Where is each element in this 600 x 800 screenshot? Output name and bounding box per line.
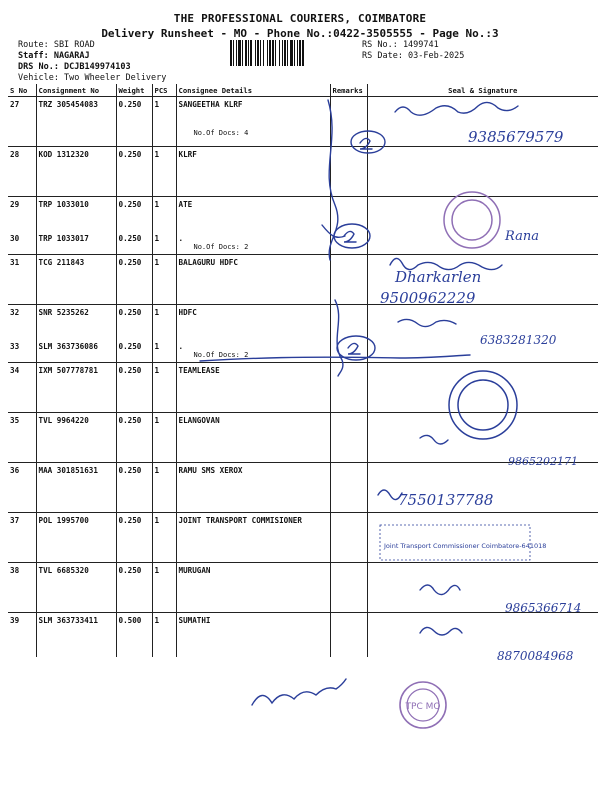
row-sno: 39 (8, 613, 36, 657)
row-signature (367, 97, 598, 147)
consignee-name: . (178, 341, 184, 351)
row-remarks (330, 255, 367, 305)
row-pcs: 1 (152, 147, 176, 197)
col-pcs: PCS (152, 84, 176, 97)
row-consignee: KLRF (176, 147, 330, 197)
runsheet-meta-left (18, 40, 166, 84)
row-pcs: 1 (152, 339, 176, 363)
runsheet-meta-right (362, 40, 464, 62)
row-weight: 0.250 (116, 197, 152, 231)
row-weight: 0.250 (116, 255, 152, 305)
company-title: THE PROFESSIONAL COURIERS, COIMBATORE (173, 12, 427, 25)
col-signature: Seal & Signature (367, 84, 598, 97)
row-consignee: RAMU SMS XEROX (176, 463, 330, 513)
route-label: Route: SBI ROAD (18, 40, 95, 50)
row-consignment: SLM 363736086 (36, 339, 116, 363)
row-consignee: JOINT TRANSPORT COMMISIONER (176, 513, 330, 563)
row-pcs: 1 (152, 97, 176, 147)
row-consignee (176, 339, 330, 363)
row-signature (367, 231, 598, 255)
row-consignee: ELANGOVAN (176, 413, 330, 463)
row-remarks (330, 463, 367, 513)
handwritten-phone: 6383281320 (480, 333, 557, 347)
row-remarks (330, 363, 367, 413)
row-sno: 29 (8, 197, 36, 231)
handwritten-phone: 7550137788 (398, 491, 494, 509)
consignee-name: SANGEETHA KLRF (178, 100, 243, 109)
row-consignee: TEAMLEASE (176, 363, 330, 413)
row-sno: 27 (8, 97, 36, 147)
table-row (8, 255, 598, 305)
row-signature (367, 255, 598, 305)
row-remarks (330, 613, 367, 657)
row-consignment: TVL 9964220 (36, 413, 116, 463)
table-row (8, 463, 598, 513)
consignee-name: . (178, 233, 184, 243)
row-pcs: 1 (152, 413, 176, 463)
tpc-mo-stamp (400, 682, 446, 728)
runsheet-subtitle: Delivery Runsheet - MO - Phone No.:0422-3505555 - Page No.:3 (101, 27, 499, 40)
seal-text: Joint Transport Commissioner Coimbatore-641018 (384, 542, 547, 550)
col-sno: S No (8, 84, 36, 97)
row-sno: 37 (8, 513, 36, 563)
table-row (8, 563, 598, 613)
table-row (8, 513, 598, 563)
col-remarks: Remarks (330, 84, 367, 97)
delivery-table (8, 84, 598, 657)
rs-date: RS Date: 03-Feb-2025 (362, 51, 465, 61)
row-consignment: TRZ 305454083 (36, 97, 116, 147)
row-consignment: SLM 363733411 (36, 613, 116, 657)
row-signature (367, 363, 598, 413)
handwritten-phone: 9500962229 (380, 289, 476, 307)
handwritten-signature: Dharkarlen (395, 268, 482, 286)
drs-barcode (230, 40, 352, 66)
row-weight: 0.250 (116, 513, 152, 563)
row-signature (367, 147, 598, 197)
vehicle-label: Vehicle: Two Wheeler Delivery (18, 73, 167, 83)
barcode-bar (304, 40, 305, 66)
table-row (8, 147, 598, 197)
table-row (8, 97, 598, 147)
row-signature (367, 197, 598, 231)
row-consignment: IXM 507778781 (36, 363, 116, 413)
row-consignment: SNR 5235262 (36, 305, 116, 339)
table-row (8, 197, 598, 231)
table-row (8, 413, 598, 463)
row-weight: 0.250 (116, 231, 152, 255)
row-remarks (330, 231, 367, 255)
row-sno: 35 (8, 413, 36, 463)
row-remarks (330, 97, 367, 147)
row-weight: 0.250 (116, 147, 152, 197)
row-sno: 28 (8, 147, 36, 197)
row-signature (367, 613, 598, 657)
row-consignee (176, 231, 330, 255)
rs-number: RS No.: 1499741 (362, 40, 439, 50)
row-consignee: MURUGAN (176, 563, 330, 613)
table-row (8, 339, 598, 363)
col-weight: Weight (116, 84, 152, 97)
row-sno: 38 (8, 563, 36, 613)
row-signature (367, 513, 598, 563)
row-pcs: 1 (152, 363, 176, 413)
handwritten-phone: 9865202171 (508, 455, 578, 468)
row-remarks (330, 147, 367, 197)
handwritten-phone: 8870084968 (497, 649, 574, 663)
row-sno: 31 (8, 255, 36, 305)
row-weight: 0.250 (116, 339, 152, 363)
row-pcs: 1 (152, 197, 176, 231)
row-consignment: TVL 6685320 (36, 563, 116, 613)
row-sno: 33 (10, 341, 20, 351)
row-consignee (176, 97, 330, 147)
row-weight: 0.250 (116, 413, 152, 463)
row-remarks (330, 563, 367, 613)
row-signature (367, 413, 598, 463)
table-row (8, 363, 598, 413)
row-consignee: ATE (176, 197, 330, 231)
row-pcs: 1 (152, 513, 176, 563)
table-row (8, 231, 598, 255)
handwritten-phone: 9385679579 (468, 128, 564, 146)
row-signature (367, 463, 598, 513)
staff-label: Staff: NAGARAJ (18, 51, 90, 61)
row-remarks (330, 305, 367, 339)
row-weight: 0.250 (116, 363, 152, 413)
row-consignee: SUMATHI (176, 613, 330, 657)
row-consignee: BALAGURU HDFC (176, 255, 330, 305)
row-pcs: 1 (152, 613, 176, 657)
row-pcs: 1 (152, 563, 176, 613)
row-consignment: KOD 1312320 (36, 147, 116, 197)
row-signature (367, 339, 598, 363)
table-row (8, 305, 598, 339)
table-row (8, 613, 598, 657)
drs-label: DRS No.: DCJB149974103 (18, 62, 131, 72)
row-remarks (330, 339, 367, 363)
row-sno: 36 (8, 463, 36, 513)
row-pcs: 1 (152, 231, 176, 255)
row-signature (367, 305, 598, 339)
handwritten-signature: Rana (505, 229, 539, 244)
row-sno: 32 (8, 305, 36, 339)
row-consignment: TRP 1033010 (36, 197, 116, 231)
row-weight: 0.250 (116, 305, 152, 339)
col-consignment: Consignment No (36, 84, 116, 97)
row-consignment: MAA 301851631 (36, 463, 116, 513)
docs-count: No.Of Docs: 4 (193, 129, 249, 137)
handwritten-phone: 9865366714 (505, 601, 582, 615)
row-consignee: HDFC (176, 305, 330, 339)
tpc-stamp-text: TPC MO (405, 702, 441, 712)
row-pcs: 1 (152, 255, 176, 305)
row-remarks (330, 413, 367, 463)
row-remarks (330, 197, 367, 231)
docs-count: No.Of Docs: 2 (193, 242, 249, 251)
col-consignee: Consignee Details (176, 84, 330, 97)
row-consignment: TRP 1033017 (36, 231, 116, 255)
row-pcs: 1 (152, 305, 176, 339)
row-weight: 0.250 (116, 463, 152, 513)
row-weight: 0.250 (116, 97, 152, 147)
row-pcs: 1 (152, 463, 176, 513)
row-signature (367, 563, 598, 613)
row-weight: 0.250 (116, 563, 152, 613)
row-sno: 34 (8, 363, 36, 413)
row-remarks (330, 513, 367, 563)
docs-count: No.Of Docs: 2 (193, 350, 249, 359)
table-header-row (8, 84, 598, 97)
row-consignment: TCG 211843 (36, 255, 116, 305)
row-sno: 30 (10, 233, 20, 243)
row-consignment: POL 1995700 (36, 513, 116, 563)
row-weight: 0.500 (116, 613, 152, 657)
